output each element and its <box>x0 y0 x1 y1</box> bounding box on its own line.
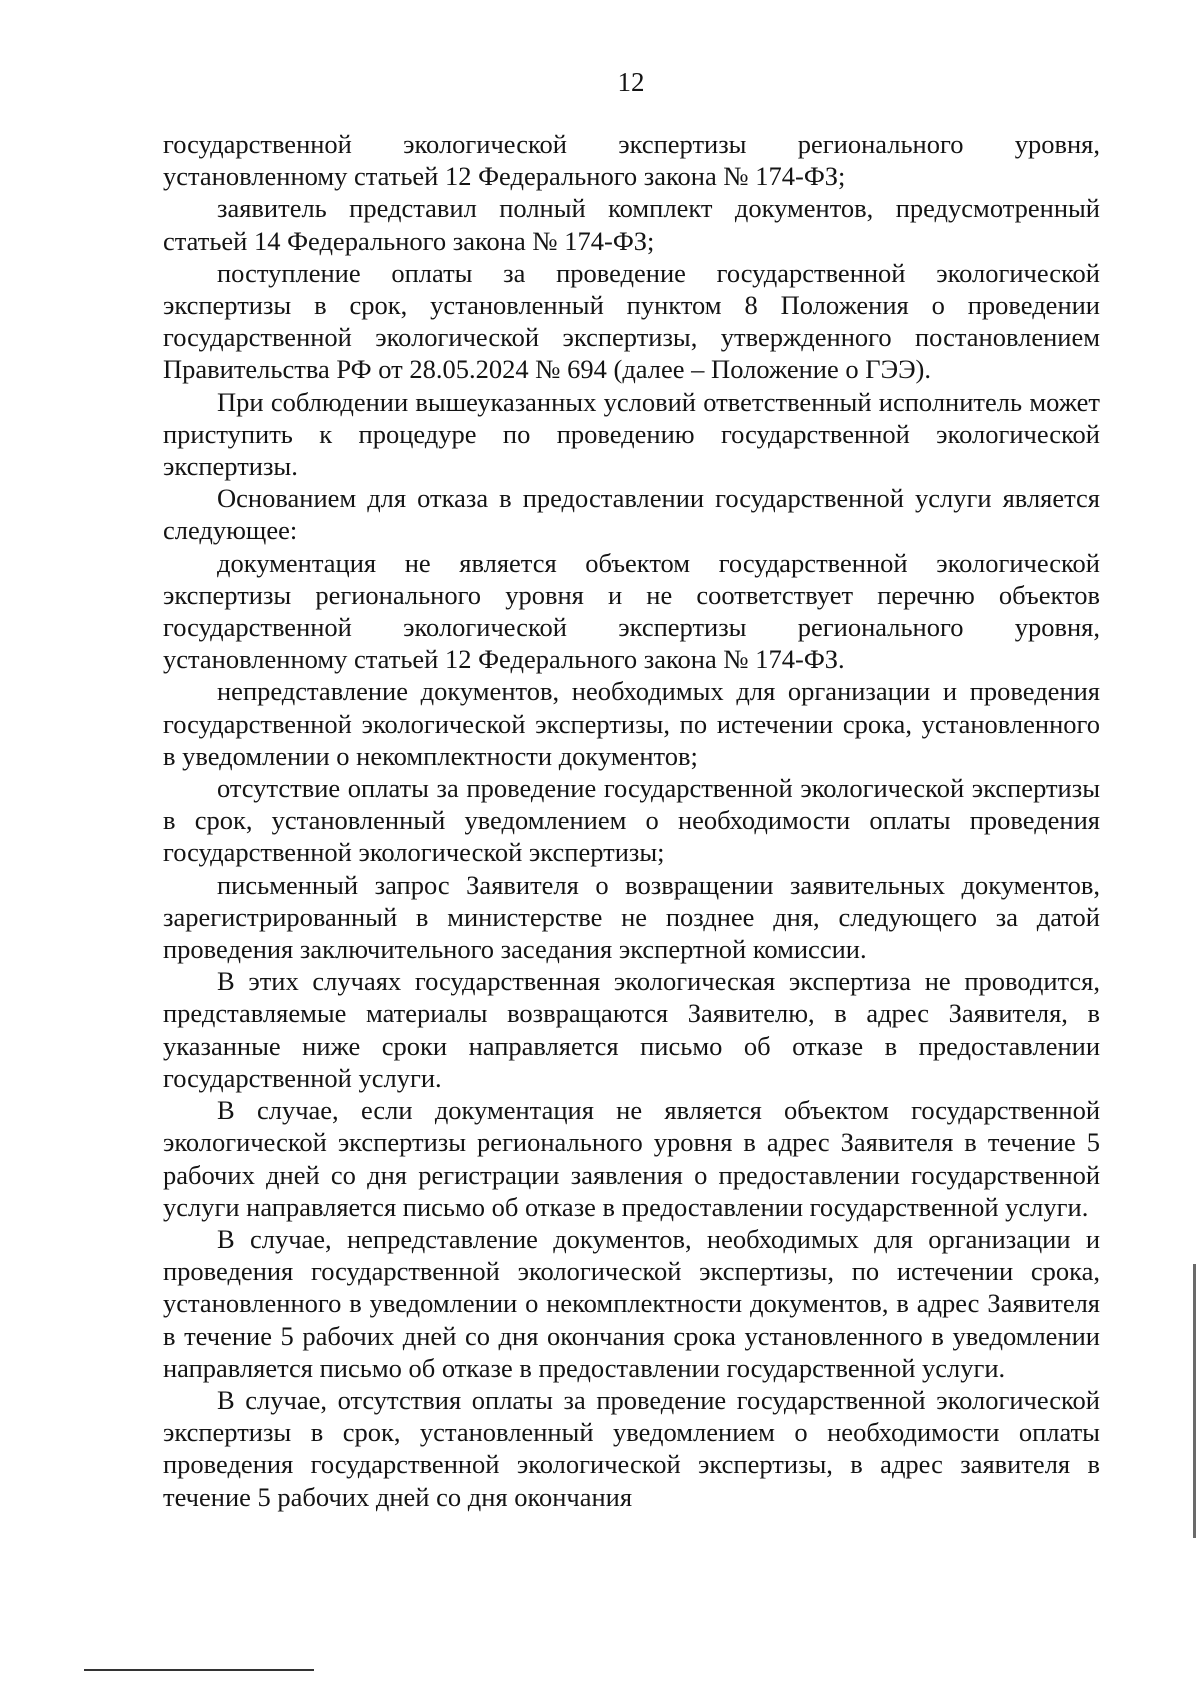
paragraph: В этих случаях государственная экологическая экспертиза не проводится, представляемые материалы возвращаются Заявителю, в адрес Заявителя, в указанные ниже сроки направляется письмо об отказе в предоставлении государственной услуги. <box>163 966 1100 1093</box>
paragraph: поступление оплаты за проведение государственной экологической экспертизы в срок, установленный пунктом 8 Положения о проведении государственной экологической экспертизы, утвержденного постановлением Правительства РФ от 28.05.2024 № 694 (далее – Положение о ГЭЭ). <box>163 257 1100 385</box>
paragraph: непредставление документов, необходимых для организации и проведения государственной экологической экспертизы, по истечении срока, установленного в уведомлении о некомплектности документов; <box>163 676 1100 771</box>
document-body <box>163 128 1100 1513</box>
page-number: 12 <box>617 67 645 97</box>
scan-edge-mark <box>1193 1264 1196 1538</box>
paragraph: В случае, непредставление документов, необходимых для организации и проведения государственной экологической экспертизы, по истечении срока, установленного в уведомлении о некомплектности документов, в адрес Заявителя в течение 5 рабочих дней со дня окончания срока установленного в уведомлении направляется письмо об отказе в предоставлении государственной услуги. <box>163 1223 1100 1383</box>
paragraph: Основанием для отказа в предоставлении государственной услуги является следующее: <box>163 483 1100 546</box>
paragraph: В случае, если документация не является объектом государственной экологической экспертизы регионального уровня в адрес Заявителя в течение 5 рабочих дней со дня регистрации заявления о предоставлении государственной услуги направляется письмо об отказе в предоставлении государственной услуги. <box>163 1095 1100 1222</box>
paragraph: письменный запрос Заявителя о возвращении заявительных документов, зарегистрированный в министерстве не позднее дня, следующего за датой проведения заключительного заседания экспертной комиссии. <box>163 869 1100 965</box>
paragraph: В случае, отсутствия оплаты за проведение государственной экологической экспертизы в срок, установленный уведомлением о необходимости оплаты проведения государственной экологической экспертизы, в адрес заявителя в течение 5 рабочих дней со дня окончания <box>163 1384 1100 1512</box>
paragraph: отсутствие оплаты за проведение государственной экологической экспертизы в срок, установленный уведомлением о необходимости оплаты проведения государственной экологической экспертизы; <box>163 773 1100 868</box>
paragraph: При соблюдении вышеуказанных условий ответственный исполнитель может приступить к процедуре по проведению государственной экологической экспертизы. <box>163 386 1100 482</box>
footnote-divider <box>84 1669 314 1671</box>
paragraph: документация не является объектом государственной экологической экспертизы регионального уровня и не соответствует перечню объектов государственной экологической экспертизы регионального уровня, установленному статьей 12 Федерального закона № 174-ФЗ. <box>163 547 1100 675</box>
paragraph: заявитель представил полный комплект документов, предусмотренный статьей 14 Федерального закона № 174-ФЗ; <box>163 193 1100 256</box>
paragraph: государственной экологической экспертизы регионального уровня, установленному статьей 12 Федерального закона № 174-ФЗ; <box>163 129 1100 192</box>
